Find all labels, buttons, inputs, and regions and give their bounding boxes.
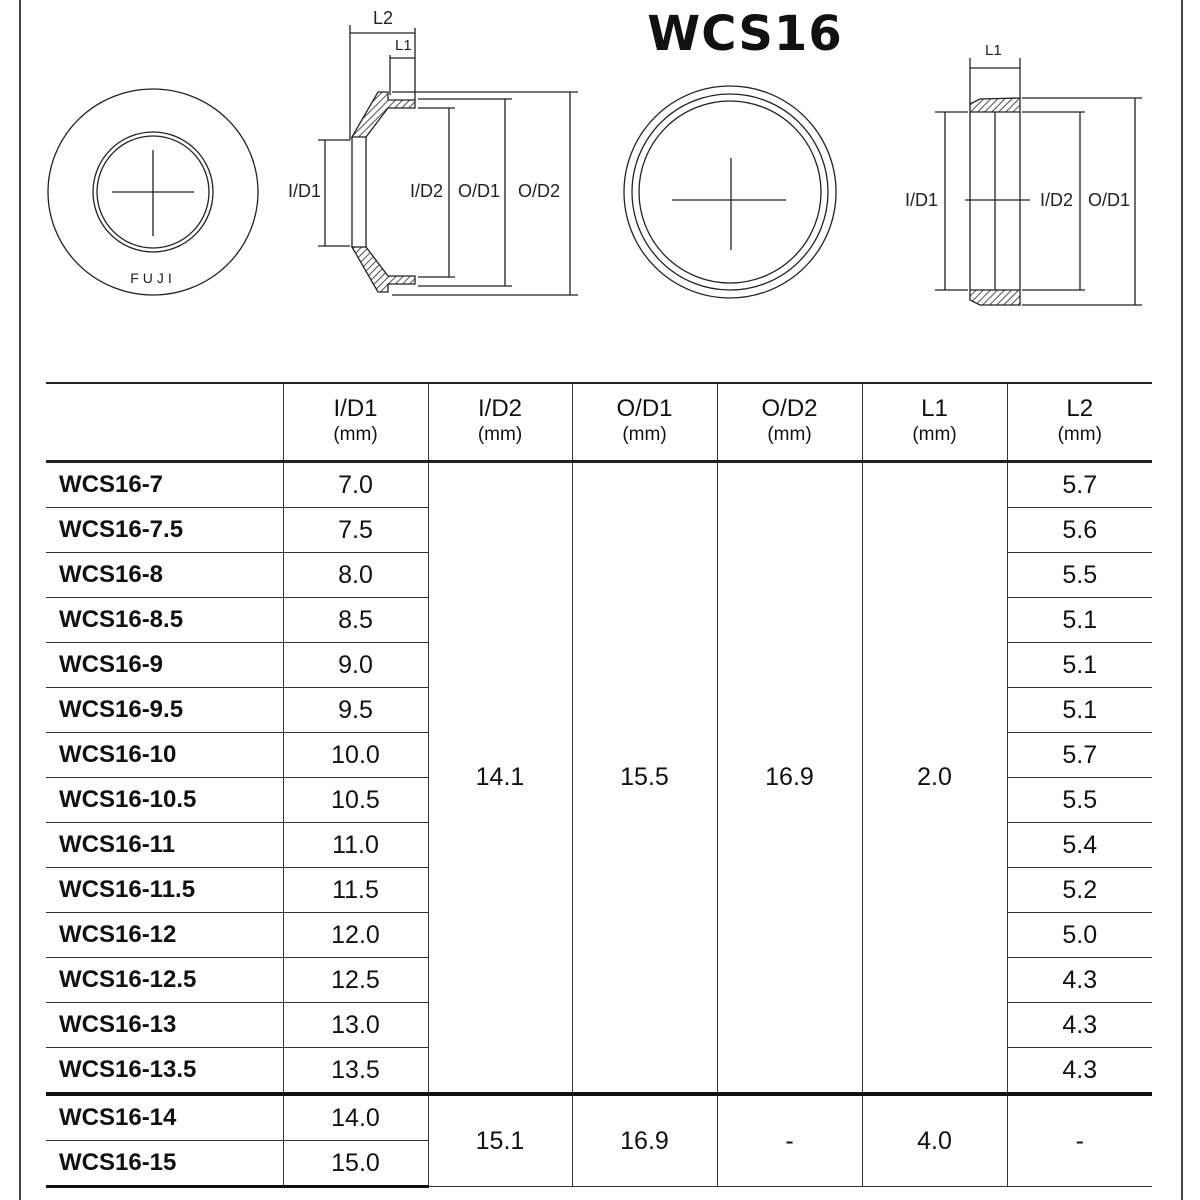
label-l2: L2 (373, 8, 394, 28)
l2-cell: 5.1 (1007, 643, 1152, 688)
id1-cell: 10.5 (283, 778, 428, 823)
label-id1: I/D1 (288, 181, 322, 201)
id1-cell: 11.0 (283, 823, 428, 868)
id1-cell: 9.5 (283, 688, 428, 733)
model-cell: WCS16-10.5 (46, 778, 283, 823)
id1-cell: 10.0 (283, 733, 428, 778)
section-view-cap (318, 25, 578, 295)
model-cell: WCS16-8.5 (46, 598, 283, 643)
model-cell: WCS16-13.5 (46, 1048, 283, 1095)
label-id1-ring: I/D1 (905, 190, 939, 210)
l2-cell: 5.1 (1007, 598, 1152, 643)
id1-cell: 8.5 (283, 598, 428, 643)
id1-cell: 13.0 (283, 1003, 428, 1048)
id1-cell: 15.0 (283, 1141, 428, 1187)
model-cell: WCS16-12 (46, 913, 283, 958)
id1-cell: 12.5 (283, 958, 428, 1003)
id1-cell: 8.0 (283, 553, 428, 598)
model-cell: WCS16-9 (46, 643, 283, 688)
id1-cell: 12.0 (283, 913, 428, 958)
id1-cell: 7.5 (283, 508, 428, 553)
l1-cell: 2.0 (862, 462, 1007, 1095)
id1-cell: 14.0 (283, 1094, 428, 1141)
id1-cell: 9.0 (283, 643, 428, 688)
spec-table (46, 382, 1152, 1188)
label-od1-ring: O/D1 (1088, 190, 1131, 210)
label-l1: L1 (395, 37, 412, 54)
label-od1: O/D1 (458, 181, 501, 201)
header-id1: I/D1 (mm) (283, 383, 428, 462)
model-cell: WCS16-12.5 (46, 958, 283, 1003)
header-l2: L2 (mm) (1007, 383, 1152, 462)
od1-cell: 16.9 (572, 1094, 717, 1187)
page-title: WCS16 (647, 6, 843, 62)
l2-cell: - (1007, 1094, 1152, 1187)
table-header-row (46, 383, 1152, 462)
label-id2-ring: I/D2 (1040, 190, 1074, 210)
l2-cell: 4.3 (1007, 1048, 1152, 1095)
l1-cell: 4.0 (862, 1094, 1007, 1187)
model-cell: WCS16-14 (46, 1094, 283, 1141)
l2-cell: 5.2 (1007, 868, 1152, 913)
model-cell: WCS16-10 (46, 733, 283, 778)
label-id2: I/D2 (410, 181, 444, 201)
model-cell: WCS16-8 (46, 553, 283, 598)
model-cell: WCS16-11 (46, 823, 283, 868)
l2-cell: 5.4 (1007, 823, 1152, 868)
l2-cell: 5.7 (1007, 733, 1152, 778)
od2-cell: 16.9 (717, 462, 862, 1095)
header-l1: L1 (mm) (862, 383, 1007, 462)
front-view-ring (624, 86, 836, 298)
header-od1: O/D1 (mm) (572, 383, 717, 462)
fuji-logo-text: FUJI (130, 270, 176, 286)
od1-cell: 15.5 (572, 462, 717, 1095)
l2-cell: 5.6 (1007, 508, 1152, 553)
od2-cell: - (717, 1094, 862, 1187)
l2-cell: 5.7 (1007, 462, 1152, 508)
model-cell: WCS16-11.5 (46, 868, 283, 913)
l2-cell: 5.5 (1007, 778, 1152, 823)
table-row (46, 462, 1152, 508)
model-cell: WCS16-7 (46, 462, 283, 508)
id1-cell: 13.5 (283, 1048, 428, 1095)
section-view-ring (935, 58, 1142, 305)
l2-cell: 4.3 (1007, 1003, 1152, 1048)
l2-cell: 5.0 (1007, 913, 1152, 958)
id1-cell: 11.5 (283, 868, 428, 913)
header-model (46, 383, 283, 462)
model-cell: WCS16-15 (46, 1141, 283, 1187)
front-view-cap (48, 89, 258, 295)
id1-cell: 7.0 (283, 462, 428, 508)
id2-cell: 14.1 (428, 462, 572, 1095)
model-cell: WCS16-7.5 (46, 508, 283, 553)
l2-cell: 5.1 (1007, 688, 1152, 733)
model-cell: WCS16-9.5 (46, 688, 283, 733)
id2-cell: 15.1 (428, 1094, 572, 1187)
label-l1-ring: L1 (985, 42, 1002, 59)
l2-cell: 4.3 (1007, 958, 1152, 1003)
l2-cell: 5.5 (1007, 553, 1152, 598)
table-row (46, 1094, 1152, 1141)
header-id2: I/D2 (mm) (428, 383, 572, 462)
header-od2: O/D2 (mm) (717, 383, 862, 462)
label-od2: O/D2 (518, 181, 561, 201)
model-cell: WCS16-13 (46, 1003, 283, 1048)
